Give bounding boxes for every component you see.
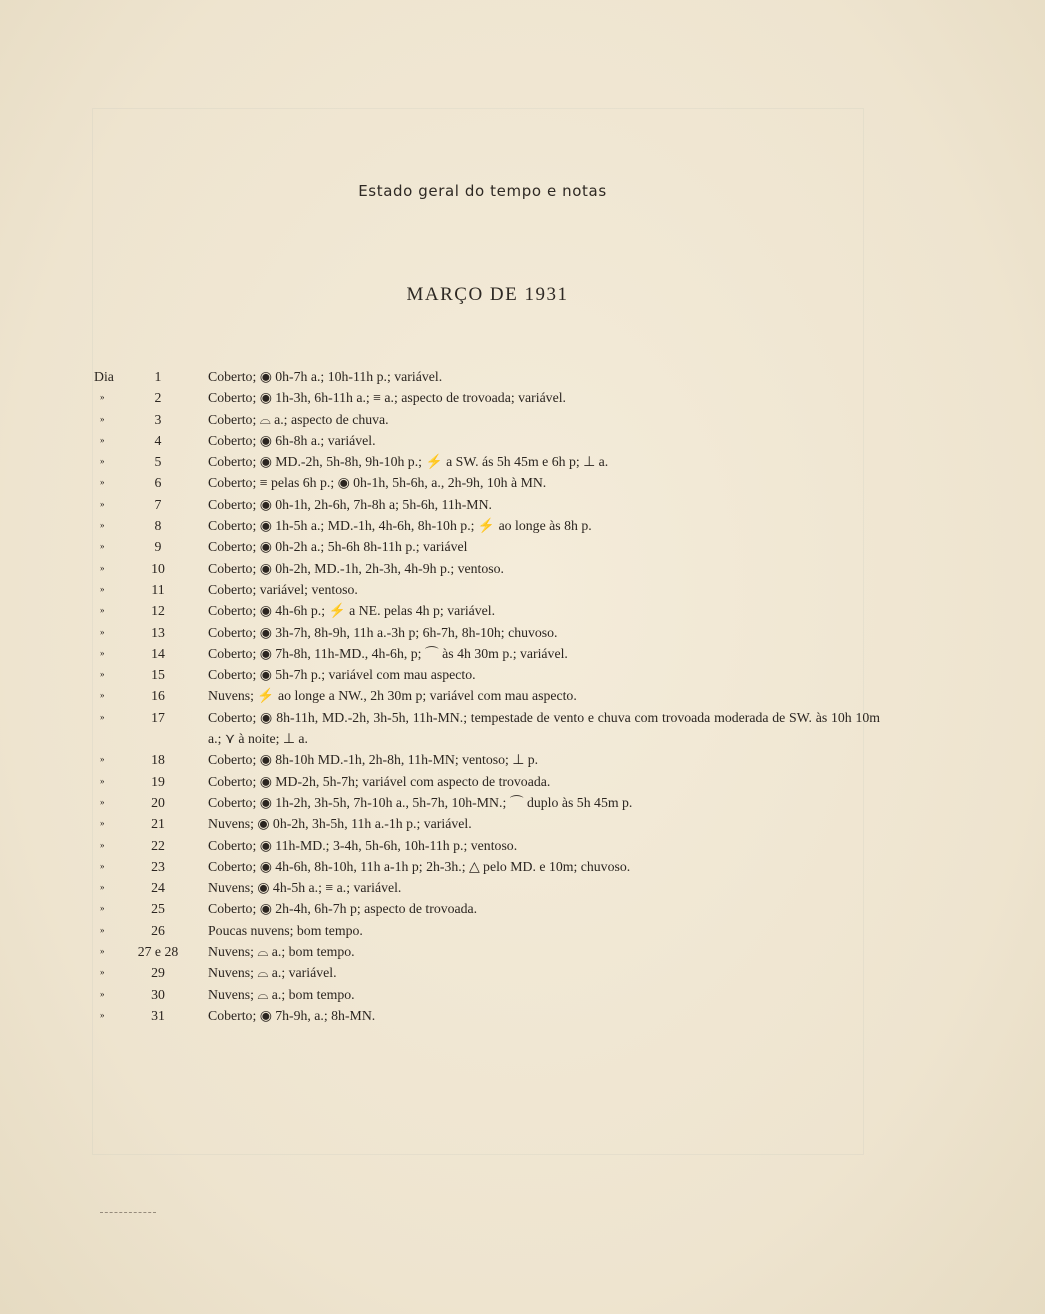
day-number: 4 <box>154 432 162 448</box>
ditto-mark: » <box>100 924 105 935</box>
ditto-mark: » <box>100 711 105 722</box>
ditto-mark: » <box>100 520 105 531</box>
day-number: 19 <box>151 773 165 789</box>
ditto-mark: » <box>100 903 105 914</box>
weather-description: Coberto; ◉ 0h-2h a.; 5h-6h 8h-11h p.; variável <box>208 539 468 555</box>
day-number: 20 <box>151 794 165 810</box>
log-row <box>0 409 1045 430</box>
ditto-mark: » <box>100 605 105 616</box>
ditto-mark: » <box>100 967 105 978</box>
footer-mark <box>100 1212 156 1214</box>
day-number: 12 <box>151 603 165 619</box>
log-row <box>0 643 1045 664</box>
ditto-mark: » <box>100 839 105 850</box>
ditto-mark: » <box>100 1009 105 1020</box>
weather-description: Coberto; ◉ 1h-2h, 3h-5h, 7h-10h a., 5h-7h, 10h-MN.; ⌒ duplo às 5h 45m p. <box>208 794 633 810</box>
ditto-mark: » <box>100 775 105 786</box>
weather-description: Nuvens; ⌓ a.; variável. <box>208 965 337 981</box>
day-number: 30 <box>151 986 165 1002</box>
weather-description: Nuvens; ⚡ ao longe a NW., 2h 30m p; variável com mau aspecto. <box>208 688 577 704</box>
log-row <box>0 622 1045 643</box>
ditto-mark: » <box>100 498 105 509</box>
day-label: Dia <box>94 369 114 384</box>
day-number: 16 <box>151 688 165 704</box>
weather-description: Coberto; ◉ MD.-2h, 5h-8h, 9h-10h p.; ⚡ a SW. ás 5h 45m e 6h p; ⊥ a. <box>208 454 609 470</box>
ditto-mark: » <box>100 860 105 871</box>
ditto-mark: » <box>100 946 105 957</box>
ditto-mark: » <box>100 562 105 573</box>
page-title: MARÇO DE 1931 <box>406 284 569 305</box>
day-number: 3 <box>154 411 162 427</box>
log-row <box>0 1005 1045 1026</box>
weather-description: Poucas nuvens; bom tempo. <box>208 922 363 938</box>
weather-description: Coberto; variável; ventoso. <box>208 581 358 597</box>
ditto-mark: » <box>100 882 105 893</box>
day-number: 26 <box>151 922 165 938</box>
log-row <box>0 771 1045 792</box>
ditto-mark: » <box>100 626 105 637</box>
day-number: 29 <box>151 965 165 981</box>
log-row <box>0 749 1045 770</box>
day-number: 11 <box>151 581 165 597</box>
ditto-mark: » <box>100 690 105 701</box>
ditto-mark: » <box>100 796 105 807</box>
ditto-mark: » <box>100 988 105 999</box>
weather-description: Coberto; ◉ 0h-2h, MD.-1h, 2h-3h, 4h-9h p.; ventoso. <box>208 560 504 576</box>
day-number: 23 <box>151 858 165 874</box>
weather-description: Coberto; ◉ 4h-6h p.; ⚡ a NE. pelas 4h p; variável. <box>208 603 496 619</box>
day-number: 2 <box>154 390 162 406</box>
ditto-mark: » <box>100 413 105 424</box>
weather-description: Coberto; ◉ MD-2h, 5h-7h; variável com aspecto de trovoada. <box>208 773 551 789</box>
log-row <box>0 792 1045 813</box>
day-number: 6 <box>154 475 162 491</box>
weather-description: Coberto; ◉ 3h-7h, 8h-9h, 11h a.-3h p; 6h-7h, 8h-10h; chuvoso. <box>208 624 558 640</box>
log-row <box>0 920 1045 941</box>
day-number: 8 <box>154 518 162 534</box>
log-row <box>0 941 1045 962</box>
ditto-mark: » <box>100 754 105 765</box>
weather-description: Coberto; ◉ 0h-7h a.; 10h-11h p.; variável. <box>208 369 443 384</box>
ditto-mark: » <box>100 434 105 445</box>
log-row <box>0 835 1045 856</box>
weather-description: Nuvens; ⌓ a.; bom tempo. <box>208 986 355 1002</box>
weather-description: Coberto; ◉ 1h-3h, 6h-11h a.; ≡ a.; aspecto de trovoada; variável. <box>208 390 566 406</box>
weather-description: Coberto; ◉ 7h-8h, 11h-MD., 4h-6h, p; ⌒ às 4h 30m p.; variável. <box>208 645 568 661</box>
weather-description: Coberto; ≡ pelas 6h p.; ◉ 0h-1h, 5h-6h, a., 2h-9h, 10h à MN. <box>208 475 547 491</box>
ditto-mark: » <box>100 669 105 680</box>
weather-description: Coberto; ⌓ a.; aspecto de chuva. <box>208 411 389 427</box>
day-number: 17 <box>151 709 165 725</box>
weather-description: Nuvens; ◉ 0h-2h, 3h-5h, 11h a.-1h p.; variável. <box>208 816 472 832</box>
day-number: 21 <box>151 816 165 832</box>
weather-description: Coberto; ◉ 8h-11h, MD.-2h, 3h-5h, 11h-MN.; tempestade de vento e chuva com trovoada moderada de SW. às 10h 10m a.; ⋎ à noite; ⊥ a. <box>208 709 880 747</box>
day-number: 9 <box>154 539 162 555</box>
day-number: 24 <box>151 880 165 896</box>
weather-description: Coberto; ◉ 4h-6h, 8h-10h, 11h a-1h p; 2h-3h.; △ pelo MD. e 10m; chuvoso. <box>208 858 631 874</box>
day-number: 13 <box>151 624 165 640</box>
weather-description: Nuvens; ◉ 4h-5h a.; ≡ a.; variável. <box>208 880 402 896</box>
log-row <box>0 877 1045 898</box>
log-row <box>0 856 1045 877</box>
day-number: 14 <box>151 645 165 661</box>
log-row <box>0 494 1045 515</box>
ditto-mark: » <box>100 583 105 594</box>
log-row <box>0 600 1045 621</box>
log-row <box>0 984 1045 1005</box>
day-number: 7 <box>154 496 162 512</box>
ditto-mark: » <box>100 477 105 488</box>
weather-log <box>0 366 1045 1026</box>
log-row <box>0 387 1045 408</box>
weather-description: Coberto; ◉ 5h-7h p.; variável com mau aspecto. <box>208 667 476 683</box>
log-row <box>0 813 1045 834</box>
log-row <box>0 515 1045 536</box>
day-number: 1 <box>154 369 162 384</box>
day-number: 25 <box>151 901 165 917</box>
section-header: Estado geral do tempo e notas <box>358 182 607 200</box>
day-number: 10 <box>151 560 165 576</box>
weather-description: Coberto; ◉ 11h-MD.; 3-4h, 5h-6h, 10h-11h p.; ventoso. <box>208 837 518 853</box>
weather-description: Coberto; ◉ 0h-1h, 2h-6h, 7h-8h a; 5h-6h, 11h-MN. <box>208 496 492 512</box>
log-row <box>0 898 1045 919</box>
log-row <box>0 536 1045 557</box>
ditto-mark: » <box>100 392 105 403</box>
weather-description: Coberto; ◉ 7h-9h, a.; 8h-MN. <box>208 1007 376 1023</box>
day-number: 31 <box>151 1007 165 1023</box>
log-row <box>0 579 1045 600</box>
day-number: 15 <box>151 667 165 683</box>
log-row <box>0 451 1045 472</box>
day-number: 22 <box>151 837 165 853</box>
log-row <box>0 962 1045 983</box>
day-number: 18 <box>151 752 165 768</box>
log-row <box>0 685 1045 706</box>
log-row <box>0 366 1045 387</box>
ditto-mark: » <box>100 541 105 552</box>
ditto-mark: » <box>100 818 105 829</box>
log-row <box>0 707 1045 750</box>
log-row <box>0 472 1045 493</box>
log-row <box>0 430 1045 451</box>
weather-description: Coberto; ◉ 8h-10h MD.-1h, 2h-8h, 11h-MN; ventoso; ⊥ p. <box>208 752 539 768</box>
day-number: 27 e 28 <box>137 944 179 960</box>
ditto-mark: » <box>100 647 105 658</box>
weather-description: Coberto; ◉ 6h-8h a.; variável. <box>208 432 376 448</box>
weather-description: Nuvens; ⌓ a.; bom tempo. <box>208 944 355 960</box>
weather-description: Coberto; ◉ 2h-4h, 6h-7h p; aspecto de trovoada. <box>208 901 478 917</box>
log-row <box>0 664 1045 685</box>
log-row <box>0 558 1045 579</box>
ditto-mark: » <box>100 456 105 467</box>
weather-description: Coberto; ◉ 1h-5h a.; MD.-1h, 4h-6h, 8h-10h p.; ⚡ ao longe às 8h p. <box>208 518 592 534</box>
day-number: 5 <box>154 454 162 470</box>
